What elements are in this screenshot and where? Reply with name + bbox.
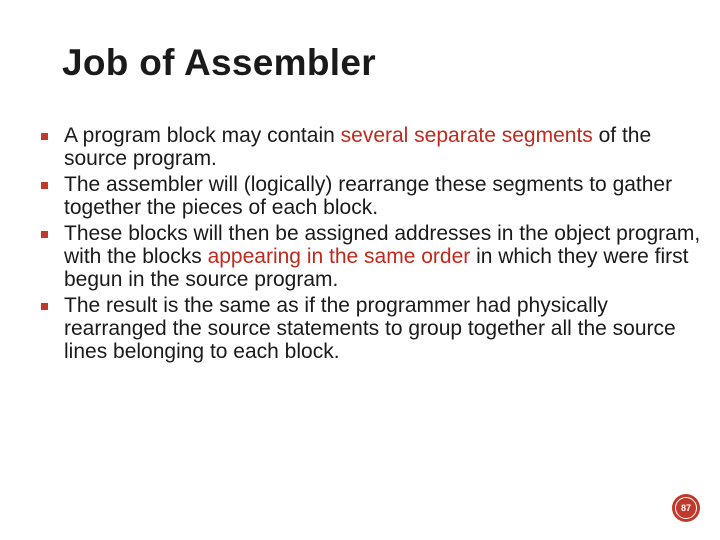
- bullet-text: These blocks will then be assigned addresses in the object program, with the blocks: [64, 222, 701, 268]
- bullet-text: The assembler will (logically) rearrange these segments to gather together the pieces of each block.: [64, 173, 673, 219]
- bullet-text: in which they were first begun in the source program.: [64, 245, 689, 291]
- bullet-text: The result is the same as if the programmer had physically rearranged the source statements to group together all the source lines belonging to each block.: [64, 294, 676, 363]
- page-number-badge: [672, 494, 700, 522]
- bullet-item: [41, 173, 701, 219]
- square-bullet-icon: [41, 303, 48, 310]
- slide-title: Job of Assembler: [62, 42, 376, 83]
- page-number: 87: [680, 503, 691, 513]
- highlighted-text: appearing in the same order: [207, 245, 471, 268]
- bullet-text: of the source program.: [64, 124, 652, 170]
- bullet-item: [41, 124, 701, 170]
- square-bullet-icon: [41, 231, 48, 238]
- highlighted-text: several separate segments: [340, 124, 593, 147]
- page-number-ring: [675, 497, 697, 519]
- bullet-item: [41, 294, 701, 363]
- bullet-text: A program block may contain: [64, 124, 341, 147]
- square-bullet-icon: [41, 182, 48, 189]
- square-bullet-icon: [41, 133, 48, 140]
- bullet-item: [41, 222, 701, 291]
- bullet-list: [41, 124, 701, 366]
